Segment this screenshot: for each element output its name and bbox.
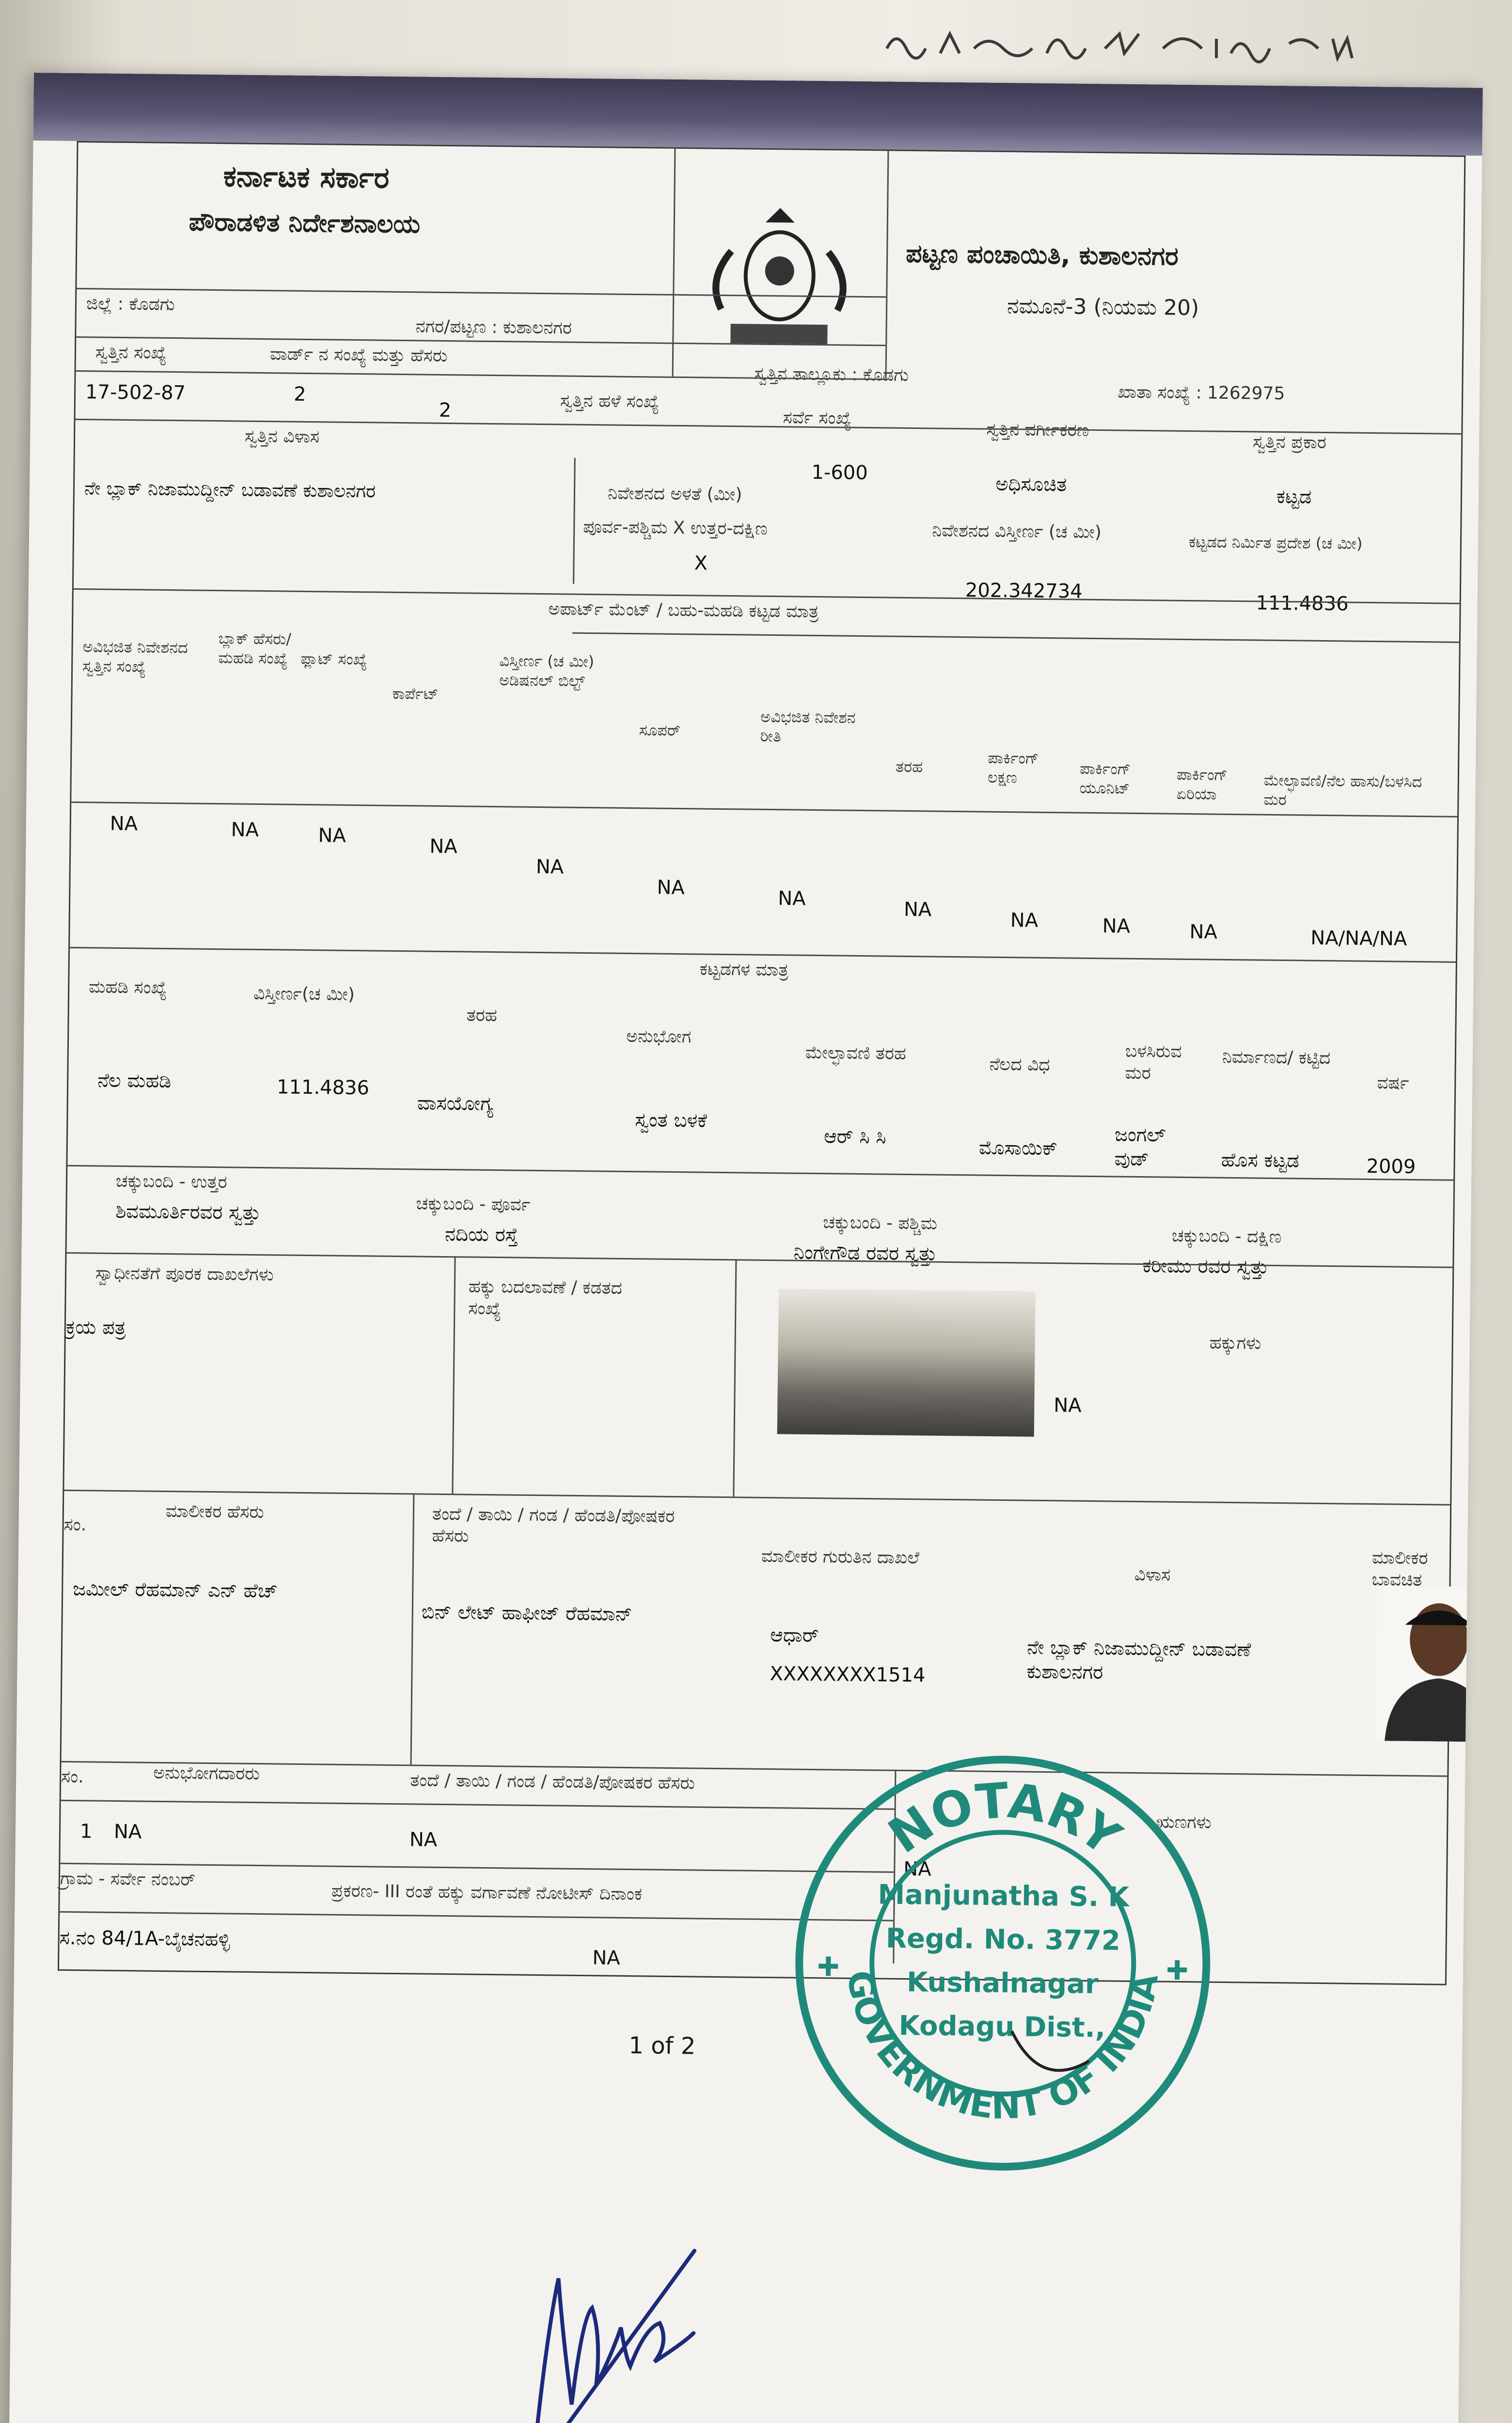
type-value: ಕಟ್ಟಡ	[1276, 485, 1312, 508]
site-area-value: 202.342734	[965, 579, 1083, 603]
stamp-dist: Kodagu Dist.,	[898, 2010, 1106, 2044]
north-label: ಚಕ್ಕುಬಂದಿ - ಉತ್ತರ	[115, 1171, 227, 1193]
north-value: ಶಿವಮೂರ್ತಿರವರ ಸ್ವತ್ತು	[115, 1200, 261, 1225]
property-address: ನೇ ಬ್ಲಾಕ್ ನಿಜಾಮುದ್ದೀನ್ ಬಡಾವಣೆ ಕುಶಾಲನಗರ	[84, 477, 376, 502]
owner-id-type: ಆಧಾರ್	[770, 1624, 819, 1647]
west-value: ನಿಂಗೇಗೌಡ ರವರ ಸ್ವತ್ತು	[793, 1241, 937, 1265]
notice-value: NA	[592, 1947, 620, 1969]
owner-name: ಜಮೀಲ್ ರೆಹಮಾನ್ ಎನ್ ಹೆಚ್	[72, 1578, 278, 1603]
apt-col-8: ಪಾರ್ಕಿಂಗ್ ಲಕ್ಷಣ	[987, 748, 1039, 787]
apt-val-2: NA	[318, 824, 346, 847]
apt-val-0: NA	[110, 812, 138, 835]
flooring-type: ಮೊಸಾಯಿಕ್	[978, 1136, 1058, 1160]
apt-col-4: ವಿಸ್ತೀರ್ಣ (ಚ ಮೀ) ಅಡಿಷನಲ್ ಬಿಲ್ಟ್	[499, 651, 595, 690]
building-kind: ವಾಸಯೋಗ್ಯ	[417, 1092, 494, 1116]
stamp-regd: Regd. No. 3772	[885, 1922, 1121, 1957]
apt-val-7: NA	[903, 898, 932, 921]
bld-col-2: ತರಹ	[466, 1005, 497, 1026]
apt-col-9: ಪಾರ್ಕಿಂಗ್ ಯೂನಿಟ್	[1079, 759, 1131, 798]
stamp-top-text: NOTARY	[878, 1772, 1131, 1867]
old-number-label: ಸ್ವತ್ತಿನ ಹಳೆ ಸಂಖ್ಯೆ	[560, 391, 660, 412]
dimension-label: ಪೂರ್ವ-ಪಶ್ಚಿಮ X ಉತ್ತರ-ದಕ್ಷಿಣ	[583, 517, 768, 539]
property-photo	[777, 1289, 1036, 1437]
ward-number-2: 2	[439, 399, 452, 422]
survey-number: 1-600	[811, 461, 868, 485]
bld-col-7: ನಿರ್ಮಾಣದ/ ಕಟ್ಟಿದ	[1222, 1047, 1331, 1069]
owner-father-name: ಬಿನ್ ಲೇಟ್ ಹಾಫೀಜ್ ರೆಹಮಾನ್	[421, 1601, 633, 1626]
floor-value: ನೆಲ ಮಹಡಿ	[97, 1069, 172, 1093]
ward-label: ವಾರ್ಡ್ ನ ಸಂಖ್ಯೆ ಮತ್ತು ಹೆಸರು	[269, 344, 448, 366]
page-number: 1 of 2	[629, 2032, 696, 2060]
govt-title: ಕರ್ನಾಟಕ ಸರ್ಕಾರ	[223, 159, 390, 195]
directorate-title: ಪೌರಾಡಳಿತ ನಿರ್ದೇಶನಾಲಯ	[189, 207, 421, 239]
type-label: ಸ್ವತ್ತಿನ ಪ್ರಕಾರ	[1252, 432, 1327, 453]
occupant-name: NA	[113, 1820, 142, 1843]
village-survey-value: ಸ.ನಂ 84/1A-ಬೈಚನಹಳ್ಳಿ	[59, 1926, 230, 1951]
apt-val-11: NA/NA/NA	[1310, 927, 1407, 950]
rights-label: ಹಕ್ಕು ಬದಲಾವಣೆ / ಕಡತದ ಸಂಖ್ಯೆ	[468, 1276, 622, 1319]
notice-label: ಪ್ರಕರಣ- III ರಂತೆ ಹಕ್ಕು ವರ್ಗಾವಣೆ ನೋಟೀಸ್ ದಿನಾಂಕ	[331, 1881, 643, 1904]
taluk-label: ಸ್ವತ್ತಿನ ತಾಲ್ಲೂಕು : ಕೊಡಗು	[754, 363, 909, 385]
mortgage-label: ಋಣಗಳು	[1156, 1812, 1212, 1833]
building-heading: ಕಟ್ಟಡಗಳ ಮಾತ್ರ	[699, 959, 789, 980]
bld-col-1: ವಿಸ್ತೀರ್ಣ(ಚ ಮೀ)	[253, 983, 355, 1005]
built-area-value: 111.4836	[1256, 592, 1349, 615]
apartment-heading: ಅಪಾರ್ಟ್ ಮೆಂಟ್ / ಬಹು-ಮಹಡಿ ಕಟ್ಟಡ ಮಾತ್ರ	[548, 599, 819, 622]
apt-col-5: ಸೂಪರ್	[639, 721, 681, 740]
dimension-value: X	[694, 552, 708, 575]
apt-val-1: NA	[231, 818, 259, 841]
form-3-record	[58, 141, 1465, 1985]
bld-col-4: ಮೇಲ್ಛಾವಣಿ ತರಹ	[805, 1042, 907, 1064]
bld-col-5: ನೆಲದ ವಿಧ	[989, 1054, 1050, 1075]
stamp-bottom-text: GOVERNMENT OF INDIA	[839, 1967, 1166, 2127]
category-value: ಅಧಿಸೂಚಿತ	[995, 472, 1067, 496]
south-label: ಚಕ್ಕುಬಂದಿ - ದಕ್ಷಿಣ	[1171, 1226, 1282, 1247]
form-number: ನಮೂನೆ-3 (ನಿಯಮ 20)	[1007, 294, 1199, 321]
occupant-father-label: ತಂದೆ / ತಾಯಿ / ಗಂಡ / ಹೆಂಡತಿ/ಪೋಷಕರ ಹೆಸರು	[410, 1770, 695, 1794]
apt-val-8: NA	[1010, 909, 1039, 932]
apt-val-6: NA	[777, 887, 806, 910]
apt-col-10: ಪಾರ್ಕಿಂಗ್ ಏರಿಯಾ	[1176, 765, 1228, 803]
bld-col-6: ಬಳಸಿರುವ ಮರ	[1125, 1041, 1182, 1084]
documents-value: ಕ್ರಯ ಪತ್ರ	[65, 1316, 126, 1339]
state-emblem-icon	[691, 197, 867, 383]
bld-col-0: ಮಹಡಿ ಸಂಖ್ಯೆ	[89, 977, 167, 998]
occupant-father: NA	[409, 1828, 438, 1851]
apt-col-0: ಅವಿಭಜಿತ ನಿವೇಶನದ ಸ್ವತ್ತಿನ ಸಂಖ್ಯೆ	[82, 637, 188, 676]
stamp-place: Kushalnagar	[906, 1967, 1099, 2000]
document-sheet	[8, 73, 1483, 2423]
apt-col-1: ಬ್ಲಾಕ್ ಹೆಸರು/ ಮಹಡಿ ಸಂಖ್ಯೆ	[218, 629, 292, 668]
rights-liabilities-label: ಹಕ್ಕುಗಳು	[1209, 1333, 1261, 1353]
east-label: ಚಕ್ಕುಬಂದಿ - ಪೂರ್ವ	[416, 1194, 531, 1215]
construction-type: ಹೊಸ ಕಟ್ಟಡ	[1221, 1149, 1300, 1172]
building-usage: ಸ್ವಂತ ಬಳಕೆ	[635, 1109, 708, 1132]
wood-type: ಜಂಗಲ್ ವುಡ್	[1114, 1123, 1166, 1171]
apt-col-3: ಕಾರ್ಪೆಟ್	[392, 684, 439, 703]
ward-number: 2	[293, 383, 306, 406]
apt-val-5: NA	[657, 876, 685, 899]
apt-col-11: ಮೇಲ್ಛಾವಣಿ/ನೆಲ ಹಾಸು/ಬಳಸಿದ ಮರ	[1263, 771, 1422, 809]
occupant-name-label: ಅನುಭೋಗದಾರರು	[153, 1762, 260, 1784]
owner-address: ನೇ ಬ್ಲಾಕ್ ನಿಜಾಮುದ್ದೀನ್ ಬಡಾವಣೆ ಕುಶಾಲನಗರ	[1026, 1636, 1251, 1684]
floor-area: 111.4836	[276, 1076, 370, 1100]
village-survey-label: ಗ್ರಾಮ - ಸರ್ವೇ ನಂಬರ್	[60, 1868, 196, 1890]
apt-val-10: NA	[1189, 921, 1218, 944]
handwritten-scribble	[882, 19, 1415, 78]
built-area-label: ಕಟ್ಟಡದ ನಿರ್ಮಿತ ಪ್ರದೇಶ (ಚ ಮೀ)	[1188, 533, 1363, 553]
east-value: ನದಿಯ ರಸ್ತೆ	[444, 1223, 519, 1246]
property-photo-na: NA	[1054, 1394, 1082, 1417]
site-measure-label: ನಿವೇಶನದ ಅಳತೆ (ಮೀ)	[607, 483, 742, 505]
occupant-number: 1	[79, 1820, 93, 1843]
occupant-no-label: ಸಂ.	[61, 1766, 84, 1787]
owner-photo-label: ಮಾಲೀಕರ ಭಾವಚಿತ್ರ	[1371, 1548, 1428, 1590]
signature-icon	[508, 2220, 801, 2423]
property-id: 17-502-87	[85, 381, 186, 405]
survey-label: ಸರ್ವೆ ಸಂಖ್ಯೆ	[783, 408, 852, 428]
notary-stamp-icon	[777, 1738, 1228, 2188]
bld-col-3: ಅನುಭೋಗ	[626, 1026, 692, 1047]
bld-col-8: ವರ್ಷ	[1377, 1073, 1409, 1093]
roof-type: ಆರ್ ಸಿ ಸಿ	[823, 1125, 886, 1149]
district-label: ಜಿಲ್ಲೆ : ಕೊಡಗು	[86, 294, 175, 315]
address-label: ಸ್ವತ್ತಿನ ವಿಳಾಸ	[244, 426, 320, 447]
category-label: ಸ್ವತ್ತಿನ ವರ್ಗೀಕರಣ	[986, 419, 1089, 441]
west-label: ಚಕ್ಕುಬಂದಿ - ಪಶ್ಚಿಮ	[823, 1212, 938, 1234]
site-area-label: ನಿವೇಶನದ ವಿಸ್ತೀರ್ಣ (ಚ ಮೀ)	[931, 520, 1102, 543]
owner-father-label: ತಂದೆ / ತಾಯಿ / ಗಂಡ / ಹೆಂಡತಿ/ಪೋಷಕರ ಹೆಸರು	[432, 1504, 675, 1546]
mortgage-value: NA	[903, 1857, 931, 1881]
owner-no-label: ಸಂ.	[63, 1514, 87, 1535]
apt-val-9: NA	[1102, 915, 1131, 938]
khata-label: ಖಾತಾ ಸಂಖ್ಯೆ : 1262975	[1118, 382, 1285, 404]
property-id-label: ಸ್ವತ್ತಿನ ಸಂಖ್ಯೆ	[95, 342, 167, 363]
apt-col-2: ಫ್ಲಾಟ್ ಸಂಖ್ಯೆ	[300, 649, 367, 669]
panchayat-title: ಪಟ್ಟಣ ಪಂಚಾಯಿತಿ, ಕುಶಾಲನಗರ	[905, 239, 1179, 271]
apt-val-4: NA	[536, 855, 564, 879]
apt-val-3: NA	[429, 835, 457, 858]
owner-id-number: XXXXXXXX1514	[770, 1663, 926, 1687]
town-label: ನಗರ/ಪಟ್ಟಣ : ಕುಶಾಲನಗರ	[415, 316, 572, 338]
owner-name-label: ಮಾಲೀಕರ ಹೆಸರು	[165, 1501, 265, 1523]
owner-id-label: ಮಾಲೀಕರ ಗುರುತಿನ ದಾಖಲೆ	[761, 1546, 920, 1568]
apt-col-6: ಅವಿಭಜಿತ ನಿವೇಶನ ರೀತಿ	[760, 707, 856, 746]
owner-address-label: ವಿಳಾಸ	[1134, 1564, 1171, 1585]
south-value: ಕರೀಮು ರವರ ಸ್ವತ್ತು	[1142, 1255, 1269, 1278]
construction-year: 2009	[1366, 1155, 1416, 1178]
stamp-name: Manjunatha S. K	[878, 1879, 1130, 1913]
apt-col-7: ತರಹ	[895, 757, 923, 776]
documents-label: ಸ್ವಾಧೀನತೆಗೆ ಪೂರಕ ದಾಖಲೆಗಳು	[95, 1263, 274, 1285]
